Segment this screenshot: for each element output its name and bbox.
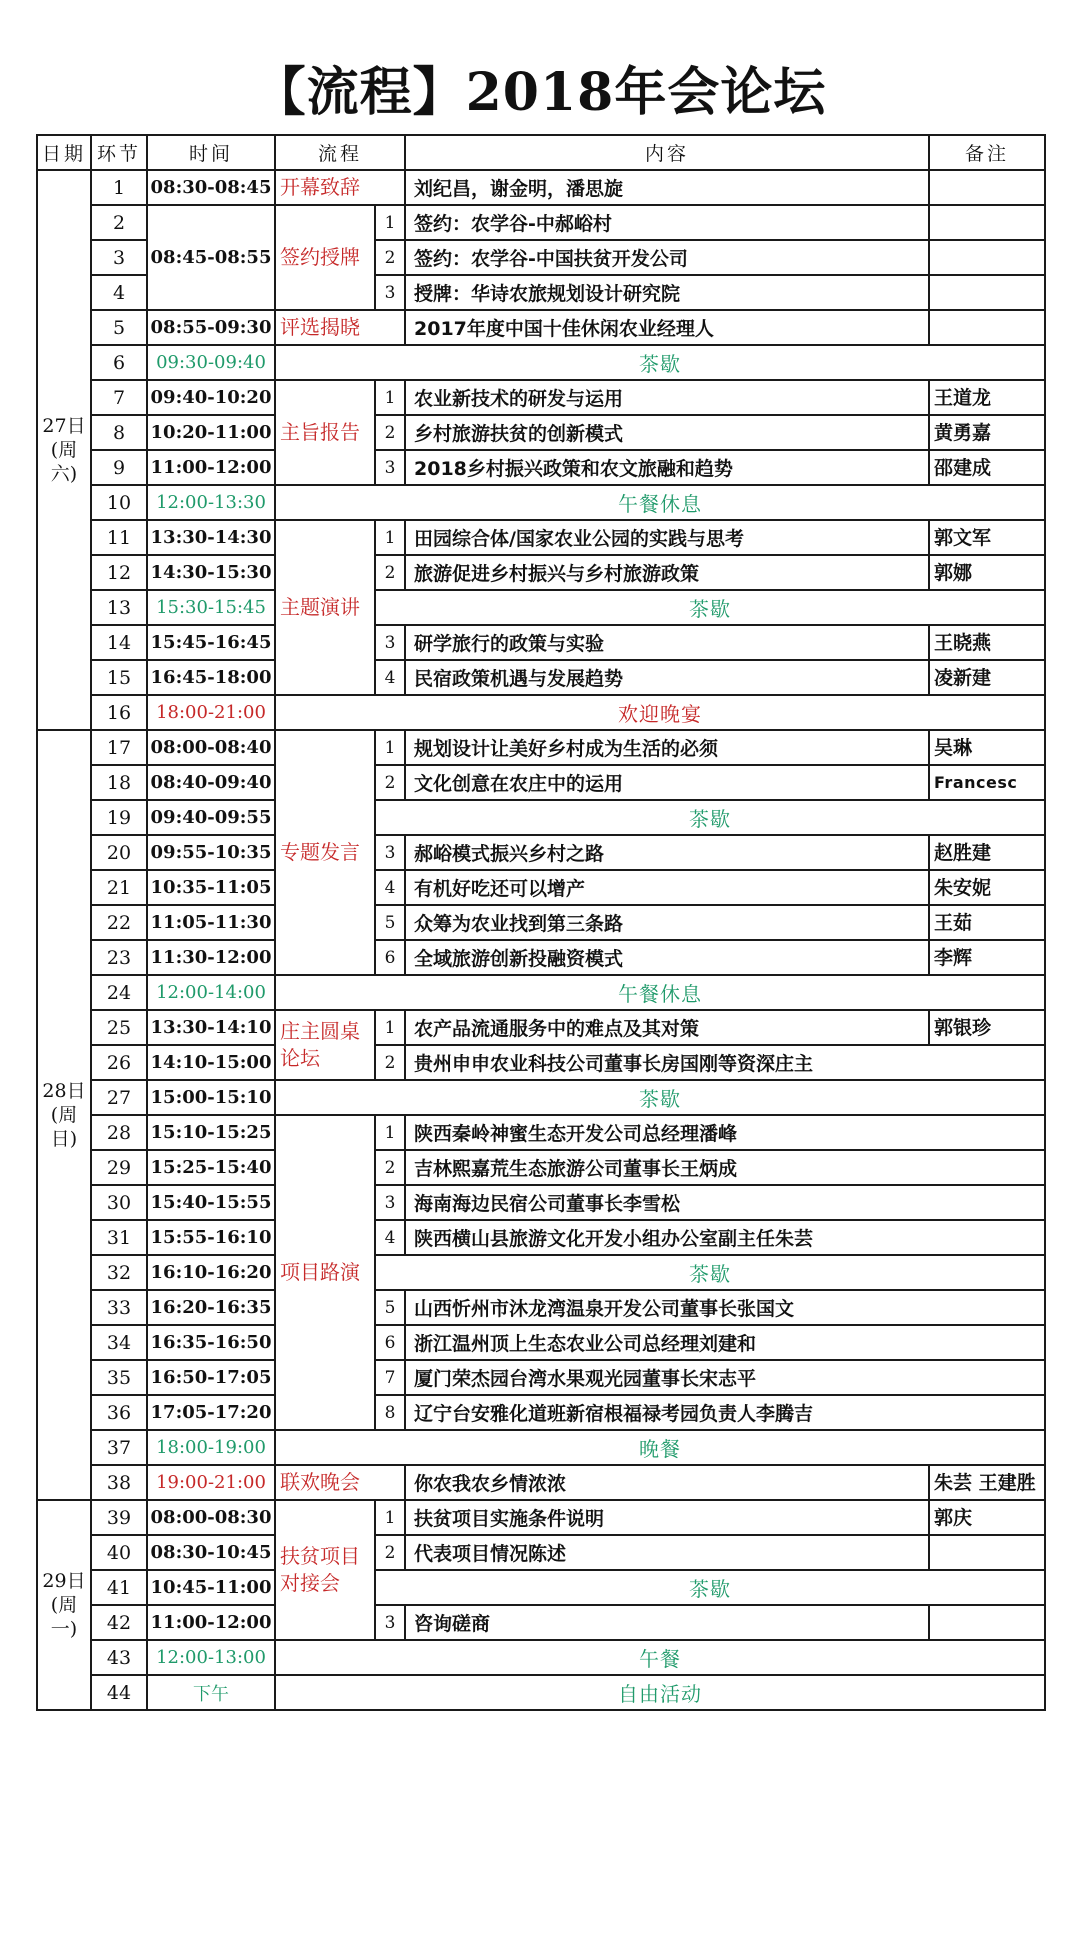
sub-number: 3 [375,1605,405,1640]
table-row [37,310,1045,345]
step-number: 42 [91,1605,147,1640]
content-cell: 众筹为农业找到第三条路 [405,905,929,940]
step-number: 29 [91,1150,147,1185]
content-cell: 全域旅游创新投融资模式 [405,940,929,975]
table-row [37,1430,1045,1465]
sub-number: 3 [375,450,405,485]
step-number: 17 [91,730,147,765]
table-row [37,555,1045,590]
content-cell: 2017年度中国十佳休闲农业经理人 [405,310,929,345]
content-cell: 陕西横山县旅游文化开发小组办公室副主任朱芸 [405,1220,1045,1255]
step-number: 6 [91,345,147,380]
content-cell: 吉林熙嘉荒生态旅游公司董事长王炳成 [405,1150,1045,1185]
time-cell: 16:20-16:35 [147,1290,275,1325]
time-cell: 08:40-09:40 [147,765,275,800]
table-row [37,660,1045,695]
note-cell: 赵胜建 [929,835,1045,870]
step-number: 43 [91,1640,147,1675]
step-number: 13 [91,590,147,625]
table-row [37,1465,1045,1500]
time-cell: 08:00-08:30 [147,1500,275,1535]
break-cell: 自由活动 [275,1675,1045,1710]
process-cell: 主旨报告 [275,380,375,485]
step-number: 15 [91,660,147,695]
sub-number: 2 [375,240,405,275]
note-cell: 李辉 [929,940,1045,975]
step-number: 44 [91,1675,147,1710]
step-number: 1 [91,170,147,205]
time-cell: 12:00-14:00 [147,975,275,1010]
step-number: 7 [91,380,147,415]
table-row [37,520,1045,555]
content-cell: 农产品流通服务中的难点及其对策 [405,1010,929,1045]
sub-number: 2 [375,1045,405,1080]
time-cell: 15:00-15:10 [147,1080,275,1115]
header-row [37,135,1045,170]
table-row [37,485,1045,520]
time-cell: 16:50-17:05 [147,1360,275,1395]
time-cell: 17:05-17:20 [147,1395,275,1430]
sub-number: 4 [375,870,405,905]
table-row [37,975,1045,1010]
note-cell: 黄勇嘉 [929,415,1045,450]
sub-number: 5 [375,905,405,940]
table-row [37,345,1045,380]
step-number: 31 [91,1220,147,1255]
time-cell: 11:05-11:30 [147,905,275,940]
step-number: 26 [91,1045,147,1080]
table-row [37,1185,1045,1220]
step-number: 37 [91,1430,147,1465]
note-cell: 郭银珍 [929,1010,1045,1045]
note-cell [929,275,1045,310]
step-number: 14 [91,625,147,660]
note-cell [929,1535,1045,1570]
step-number: 4 [91,275,147,310]
step-number: 10 [91,485,147,520]
time-cell: 11:00-12:00 [147,450,275,485]
time-cell: 11:30-12:00 [147,940,275,975]
table-row [37,170,1045,205]
table-row [37,1675,1045,1710]
content-cell: 扶贫项目实施条件说明 [405,1500,929,1535]
table-row [37,730,1045,765]
content-cell: 田园综合体/国家农业公园的实践与思考 [405,520,929,555]
content-cell: 民宿政策机遇与发展趋势 [405,660,929,695]
content-cell: 海南海边民宿公司董事长李雪松 [405,1185,1045,1220]
step-number: 34 [91,1325,147,1360]
table-row [37,835,1045,870]
step-number: 39 [91,1500,147,1535]
content-cell: 签约：农学谷-中国扶贫开发公司 [405,240,929,275]
table-row [37,1500,1045,1535]
break-cell: 茶歇 [375,1255,1045,1290]
step-number: 16 [91,695,147,730]
step-number: 36 [91,1395,147,1430]
sub-number: 1 [375,1115,405,1150]
break-cell: 茶歇 [375,800,1045,835]
process-cell: 主题演讲 [275,520,375,695]
note-cell [929,1605,1045,1640]
time-cell: 16:35-16:50 [147,1325,275,1360]
step-number: 8 [91,415,147,450]
time-cell: 08:45-08:55 [147,205,275,310]
step-number: 33 [91,1290,147,1325]
note-cell [929,205,1045,240]
table-row [37,380,1045,415]
table-row [37,1605,1045,1640]
step-number: 32 [91,1255,147,1290]
time-cell: 15:25-15:40 [147,1150,275,1185]
table-row [37,205,1045,240]
header-content: 内容 [405,135,929,170]
table-row [37,800,1045,835]
table-row [37,625,1045,660]
time-cell: 15:55-16:10 [147,1220,275,1255]
break-cell: 午餐 [275,1640,1045,1675]
time-cell: 15:10-15:25 [147,1115,275,1150]
time-cell: 10:35-11:05 [147,870,275,905]
header-step: 环节 [91,135,147,170]
break-cell: 午餐休息 [275,485,1045,520]
break-cell: 茶歇 [275,345,1045,380]
sub-number: 8 [375,1395,405,1430]
time-cell: 09:30-09:40 [147,345,275,380]
time-cell: 13:30-14:10 [147,1010,275,1045]
table-row [37,695,1045,730]
step-number: 22 [91,905,147,940]
sub-number: 3 [375,1185,405,1220]
sub-number: 1 [375,520,405,555]
table-row [37,1640,1045,1675]
break-cell: 午餐休息 [275,975,1045,1010]
note-cell: 王茹 [929,905,1045,940]
sub-number: 1 [375,1010,405,1045]
table-row [37,1570,1045,1605]
content-cell: 规划设计让美好乡村成为生活的必须 [405,730,929,765]
break-cell: 茶歇 [275,1080,1045,1115]
process-cell: 庄主圆桌论坛 [275,1010,375,1080]
table-row [37,1395,1045,1430]
process-cell: 签约授牌 [275,205,375,310]
header-process: 流程 [275,135,405,170]
page-title: 【流程】2018年会论坛 [253,62,827,123]
table-row [37,1010,1045,1045]
table-row [37,870,1045,905]
note-cell: 郭庆 [929,1500,1045,1535]
table-row [37,1220,1045,1255]
time-cell: 18:00-21:00 [147,695,275,730]
day-cell: 27日(周六) [37,170,91,730]
table-row [37,1325,1045,1360]
header-date: 日期 [37,135,91,170]
break-cell: 茶歇 [375,1570,1045,1605]
table-row [37,450,1045,485]
sub-number: 3 [375,625,405,660]
content-cell: 授牌：华诗农旅规划设计研究院 [405,275,929,310]
content-cell: 有机好吃还可以增产 [405,870,929,905]
sub-number: 2 [375,765,405,800]
step-number: 38 [91,1465,147,1500]
time-cell: 12:00-13:00 [147,1640,275,1675]
table-row [37,1255,1045,1290]
time-cell: 下午 [147,1675,275,1710]
table-row [37,1290,1045,1325]
content-cell: 乡村旅游扶贫的创新模式 [405,415,929,450]
process-cell: 评选揭晓 [275,310,405,345]
note-cell [929,310,1045,345]
step-number: 30 [91,1185,147,1220]
table-row [37,590,1045,625]
break-cell: 晚餐 [275,1430,1045,1465]
table-row [37,415,1045,450]
content-cell: 2018乡村振兴政策和农文旅融和趋势 [405,450,929,485]
content-cell: 你农我农乡情浓浓 [405,1465,929,1500]
table-row [37,1535,1045,1570]
table-row [37,1150,1045,1185]
sub-number: 1 [375,1500,405,1535]
time-cell: 15:30-15:45 [147,590,275,625]
content-cell: 农业新技术的研发与运用 [405,380,929,415]
time-cell: 08:30-10:45 [147,1535,275,1570]
time-cell: 10:45-11:00 [147,1570,275,1605]
break-cell: 欢迎晚宴 [275,695,1045,730]
step-number: 11 [91,520,147,555]
content-cell: 签约：农学谷-中郝峪村 [405,205,929,240]
content-cell: 旅游促进乡村振兴与乡村旅游政策 [405,555,929,590]
process-cell: 开幕致辞 [275,170,405,205]
time-cell: 19:00-21:00 [147,1465,275,1500]
time-cell: 18:00-19:00 [147,1430,275,1465]
day-cell: 29日(周一) [37,1500,91,1710]
time-cell: 08:30-08:45 [147,170,275,205]
sub-number: 2 [375,1535,405,1570]
step-number: 12 [91,555,147,590]
table-row [37,940,1045,975]
sub-number: 7 [375,1360,405,1395]
table-row [37,765,1045,800]
step-number: 41 [91,1570,147,1605]
time-cell: 09:55-10:35 [147,835,275,870]
sub-number: 1 [375,730,405,765]
time-cell: 16:10-16:20 [147,1255,275,1290]
sub-number: 4 [375,660,405,695]
content-cell: 陕西秦岭神蜜生态开发公司总经理潘峰 [405,1115,1045,1150]
step-number: 21 [91,870,147,905]
content-cell: 山西忻州市沐龙湾温泉开发公司董事长张国文 [405,1290,1045,1325]
sub-number: 3 [375,275,405,310]
time-cell: 15:45-16:45 [147,625,275,660]
content-cell: 郝峪模式振兴乡村之路 [405,835,929,870]
step-number: 2 [91,205,147,240]
step-number: 27 [91,1080,147,1115]
day-cell: 28日(周日) [37,730,91,1500]
content-cell: 厦门荣杰园台湾水果观光园董事长宋志平 [405,1360,1045,1395]
time-cell: 14:10-15:00 [147,1045,275,1080]
note-cell: 王道龙 [929,380,1045,415]
sub-number: 4 [375,1220,405,1255]
note-cell [929,170,1045,205]
step-number: 40 [91,1535,147,1570]
process-cell: 联欢晚会 [275,1465,405,1500]
note-cell [929,240,1045,275]
table-row [37,1080,1045,1115]
schedule-table [36,134,1046,1711]
sub-number: 6 [375,1325,405,1360]
process-cell: 专题发言 [275,730,375,975]
note-cell: 凌新建 [929,660,1045,695]
content-cell: 辽宁台安雅化道班新宿根福禄考园负责人李腾吉 [405,1395,1045,1430]
sub-number: 3 [375,835,405,870]
process-cell: 扶贫项目对接会 [275,1500,375,1640]
sub-number: 2 [375,415,405,450]
sub-number: 6 [375,940,405,975]
content-cell: 贵州申申农业科技公司董事长房国刚等资深庄主 [405,1045,1045,1080]
time-cell: 09:40-09:55 [147,800,275,835]
note-cell: 王晓燕 [929,625,1045,660]
note-cell: 郭娜 [929,555,1045,590]
step-number: 5 [91,310,147,345]
time-cell: 13:30-14:30 [147,520,275,555]
step-number: 18 [91,765,147,800]
step-number: 19 [91,800,147,835]
step-number: 28 [91,1115,147,1150]
header-time: 时间 [147,135,275,170]
note-cell: 吴琳 [929,730,1045,765]
sub-number: 2 [375,555,405,590]
content-cell: 代表项目情况陈述 [405,1535,929,1570]
step-number: 3 [91,240,147,275]
content-cell: 刘纪昌，谢金明，潘思旋 [405,170,929,205]
time-cell: 10:20-11:00 [147,415,275,450]
time-cell: 09:40-10:20 [147,380,275,415]
step-number: 25 [91,1010,147,1045]
time-cell: 16:45-18:00 [147,660,275,695]
step-number: 9 [91,450,147,485]
sub-number: 5 [375,1290,405,1325]
sub-number: 1 [375,205,405,240]
table-row [37,1360,1045,1395]
step-number: 23 [91,940,147,975]
step-number: 35 [91,1360,147,1395]
table-row [37,905,1045,940]
break-cell: 茶歇 [375,590,1045,625]
time-cell: 08:55-09:30 [147,310,275,345]
content-cell: 咨询磋商 [405,1605,929,1640]
note-cell: 朱芸 王建胜 [929,1465,1045,1500]
table-row [37,1115,1045,1150]
time-cell: 11:00-12:00 [147,1605,275,1640]
step-number: 24 [91,975,147,1010]
content-cell: 文化创意在农庄中的运用 [405,765,929,800]
note-cell: 朱安妮 [929,870,1045,905]
process-cell: 项目路演 [275,1115,375,1430]
step-number: 20 [91,835,147,870]
note-cell: 邵建成 [929,450,1045,485]
header-note: 备注 [929,135,1045,170]
time-cell: 15:40-15:55 [147,1185,275,1220]
time-cell: 12:00-13:30 [147,485,275,520]
time-cell: 14:30-15:30 [147,555,275,590]
note-cell: Francesc [929,765,1045,800]
content-cell: 研学旅行的政策与实验 [405,625,929,660]
time-cell: 08:00-08:40 [147,730,275,765]
table-row [37,1045,1045,1080]
sub-number: 2 [375,1150,405,1185]
note-cell: 郭文军 [929,520,1045,555]
sub-number: 1 [375,380,405,415]
content-cell: 浙江温州顶上生态农业公司总经理刘建和 [405,1325,1045,1360]
